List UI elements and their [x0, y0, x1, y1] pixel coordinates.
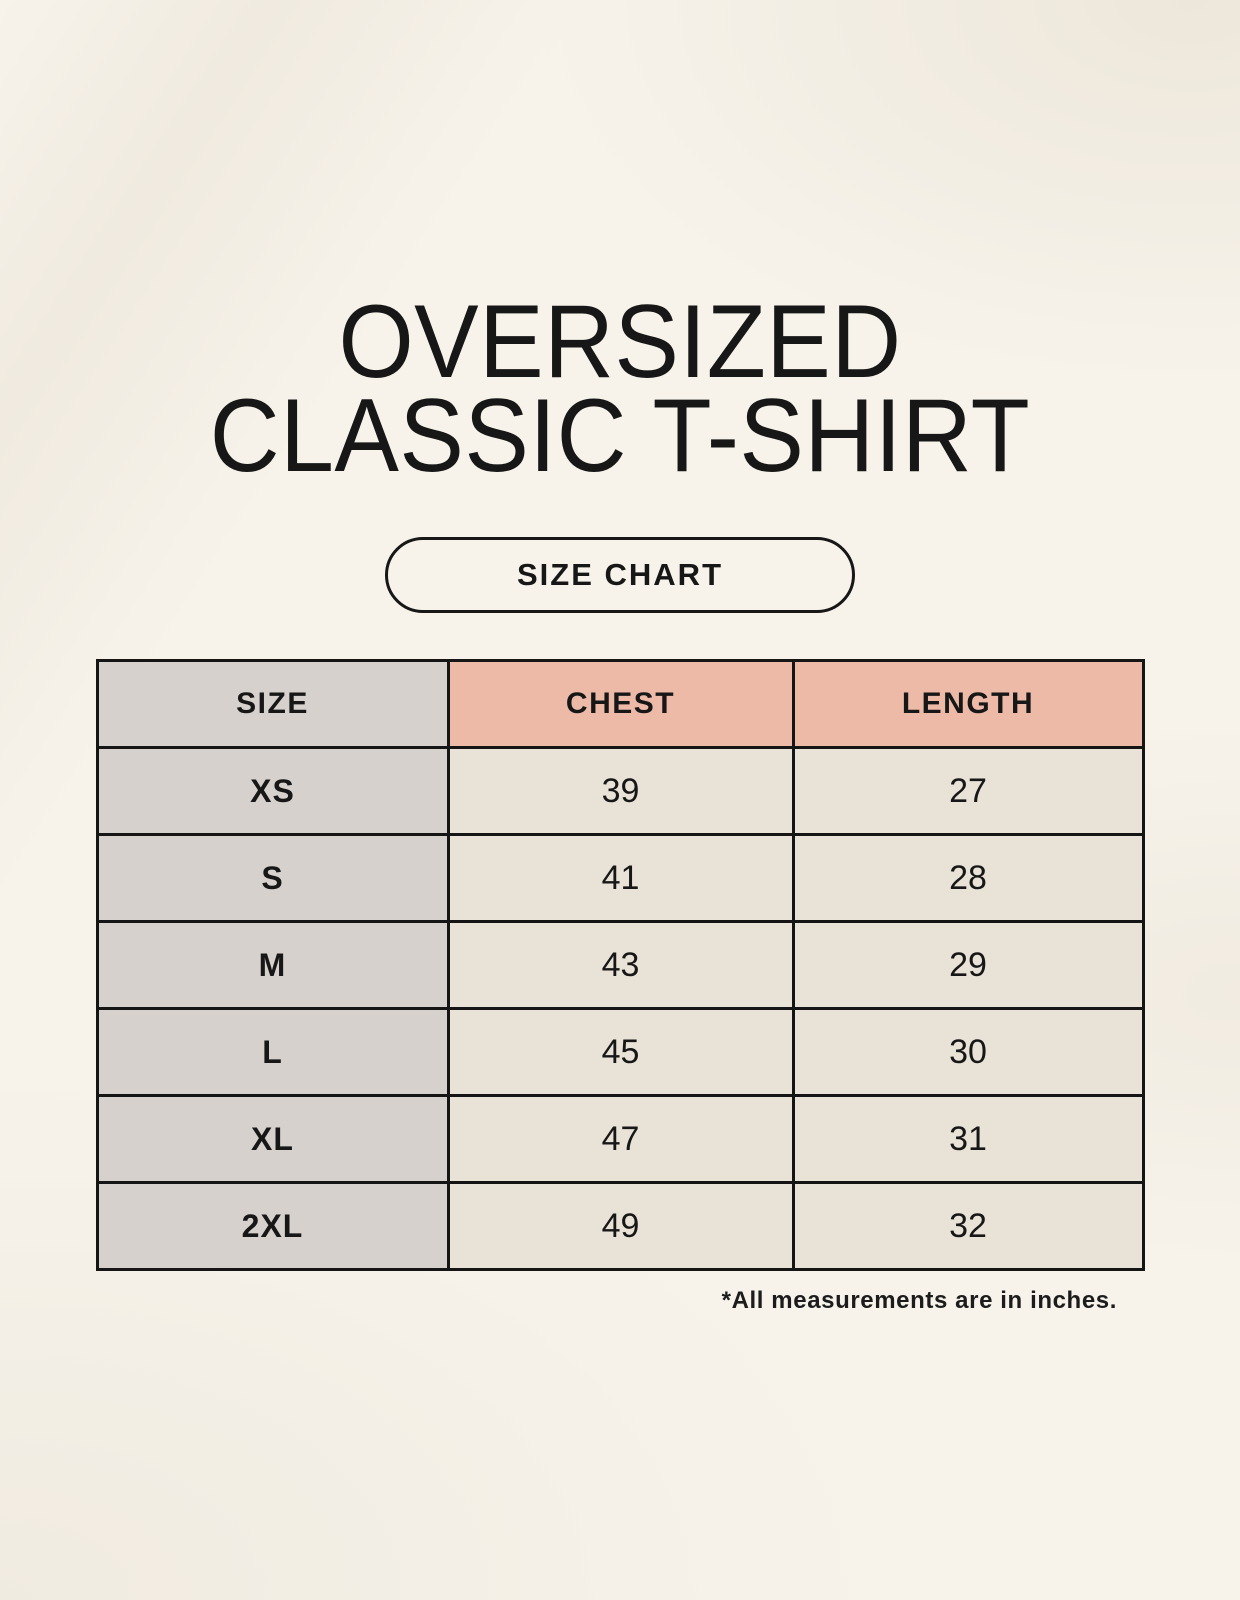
size-label: XS — [97, 748, 448, 835]
chest-value: 41 — [448, 835, 793, 922]
table-row-xl — [97, 1096, 1143, 1183]
length-value: 30 — [793, 1009, 1143, 1096]
product-title-line-1: OVERSIZED — [338, 284, 902, 400]
chest-value: 39 — [448, 748, 793, 835]
table-row-2xl — [97, 1183, 1143, 1270]
length-value: 27 — [793, 748, 1143, 835]
size-label: S — [97, 835, 448, 922]
chest-value: 47 — [448, 1096, 793, 1183]
length-value: 29 — [793, 922, 1143, 1009]
length-value: 31 — [793, 1096, 1143, 1183]
measurement-units-footnote: *All measurements are in inches. — [721, 1287, 1117, 1315]
size-label: 2XL — [97, 1183, 448, 1270]
size-label: M — [97, 922, 448, 1009]
table-row-xs — [97, 748, 1143, 835]
column-header-size: SIZE — [97, 661, 448, 748]
column-header-length: LENGTH — [793, 661, 1143, 748]
table-row-s — [97, 835, 1143, 922]
chest-value: 43 — [448, 922, 793, 1009]
chest-value: 45 — [448, 1009, 793, 1096]
size-chart-badge — [385, 537, 855, 613]
size-label: XL — [97, 1096, 448, 1183]
length-value: 32 — [793, 1183, 1143, 1270]
product-title-line-2: CLASSIC T-SHIRT — [209, 377, 1031, 494]
size-chart-badge-label: SIZE CHART — [517, 557, 723, 593]
table-header-row — [97, 661, 1143, 748]
chest-value: 49 — [448, 1183, 793, 1270]
column-header-chest: CHEST — [448, 661, 793, 748]
length-value: 28 — [793, 835, 1143, 922]
size-table — [96, 659, 1145, 1271]
size-label: L — [97, 1009, 448, 1096]
table-row-l — [97, 1009, 1143, 1096]
table-row-m — [97, 922, 1143, 1009]
product-title — [43, 284, 1196, 494]
